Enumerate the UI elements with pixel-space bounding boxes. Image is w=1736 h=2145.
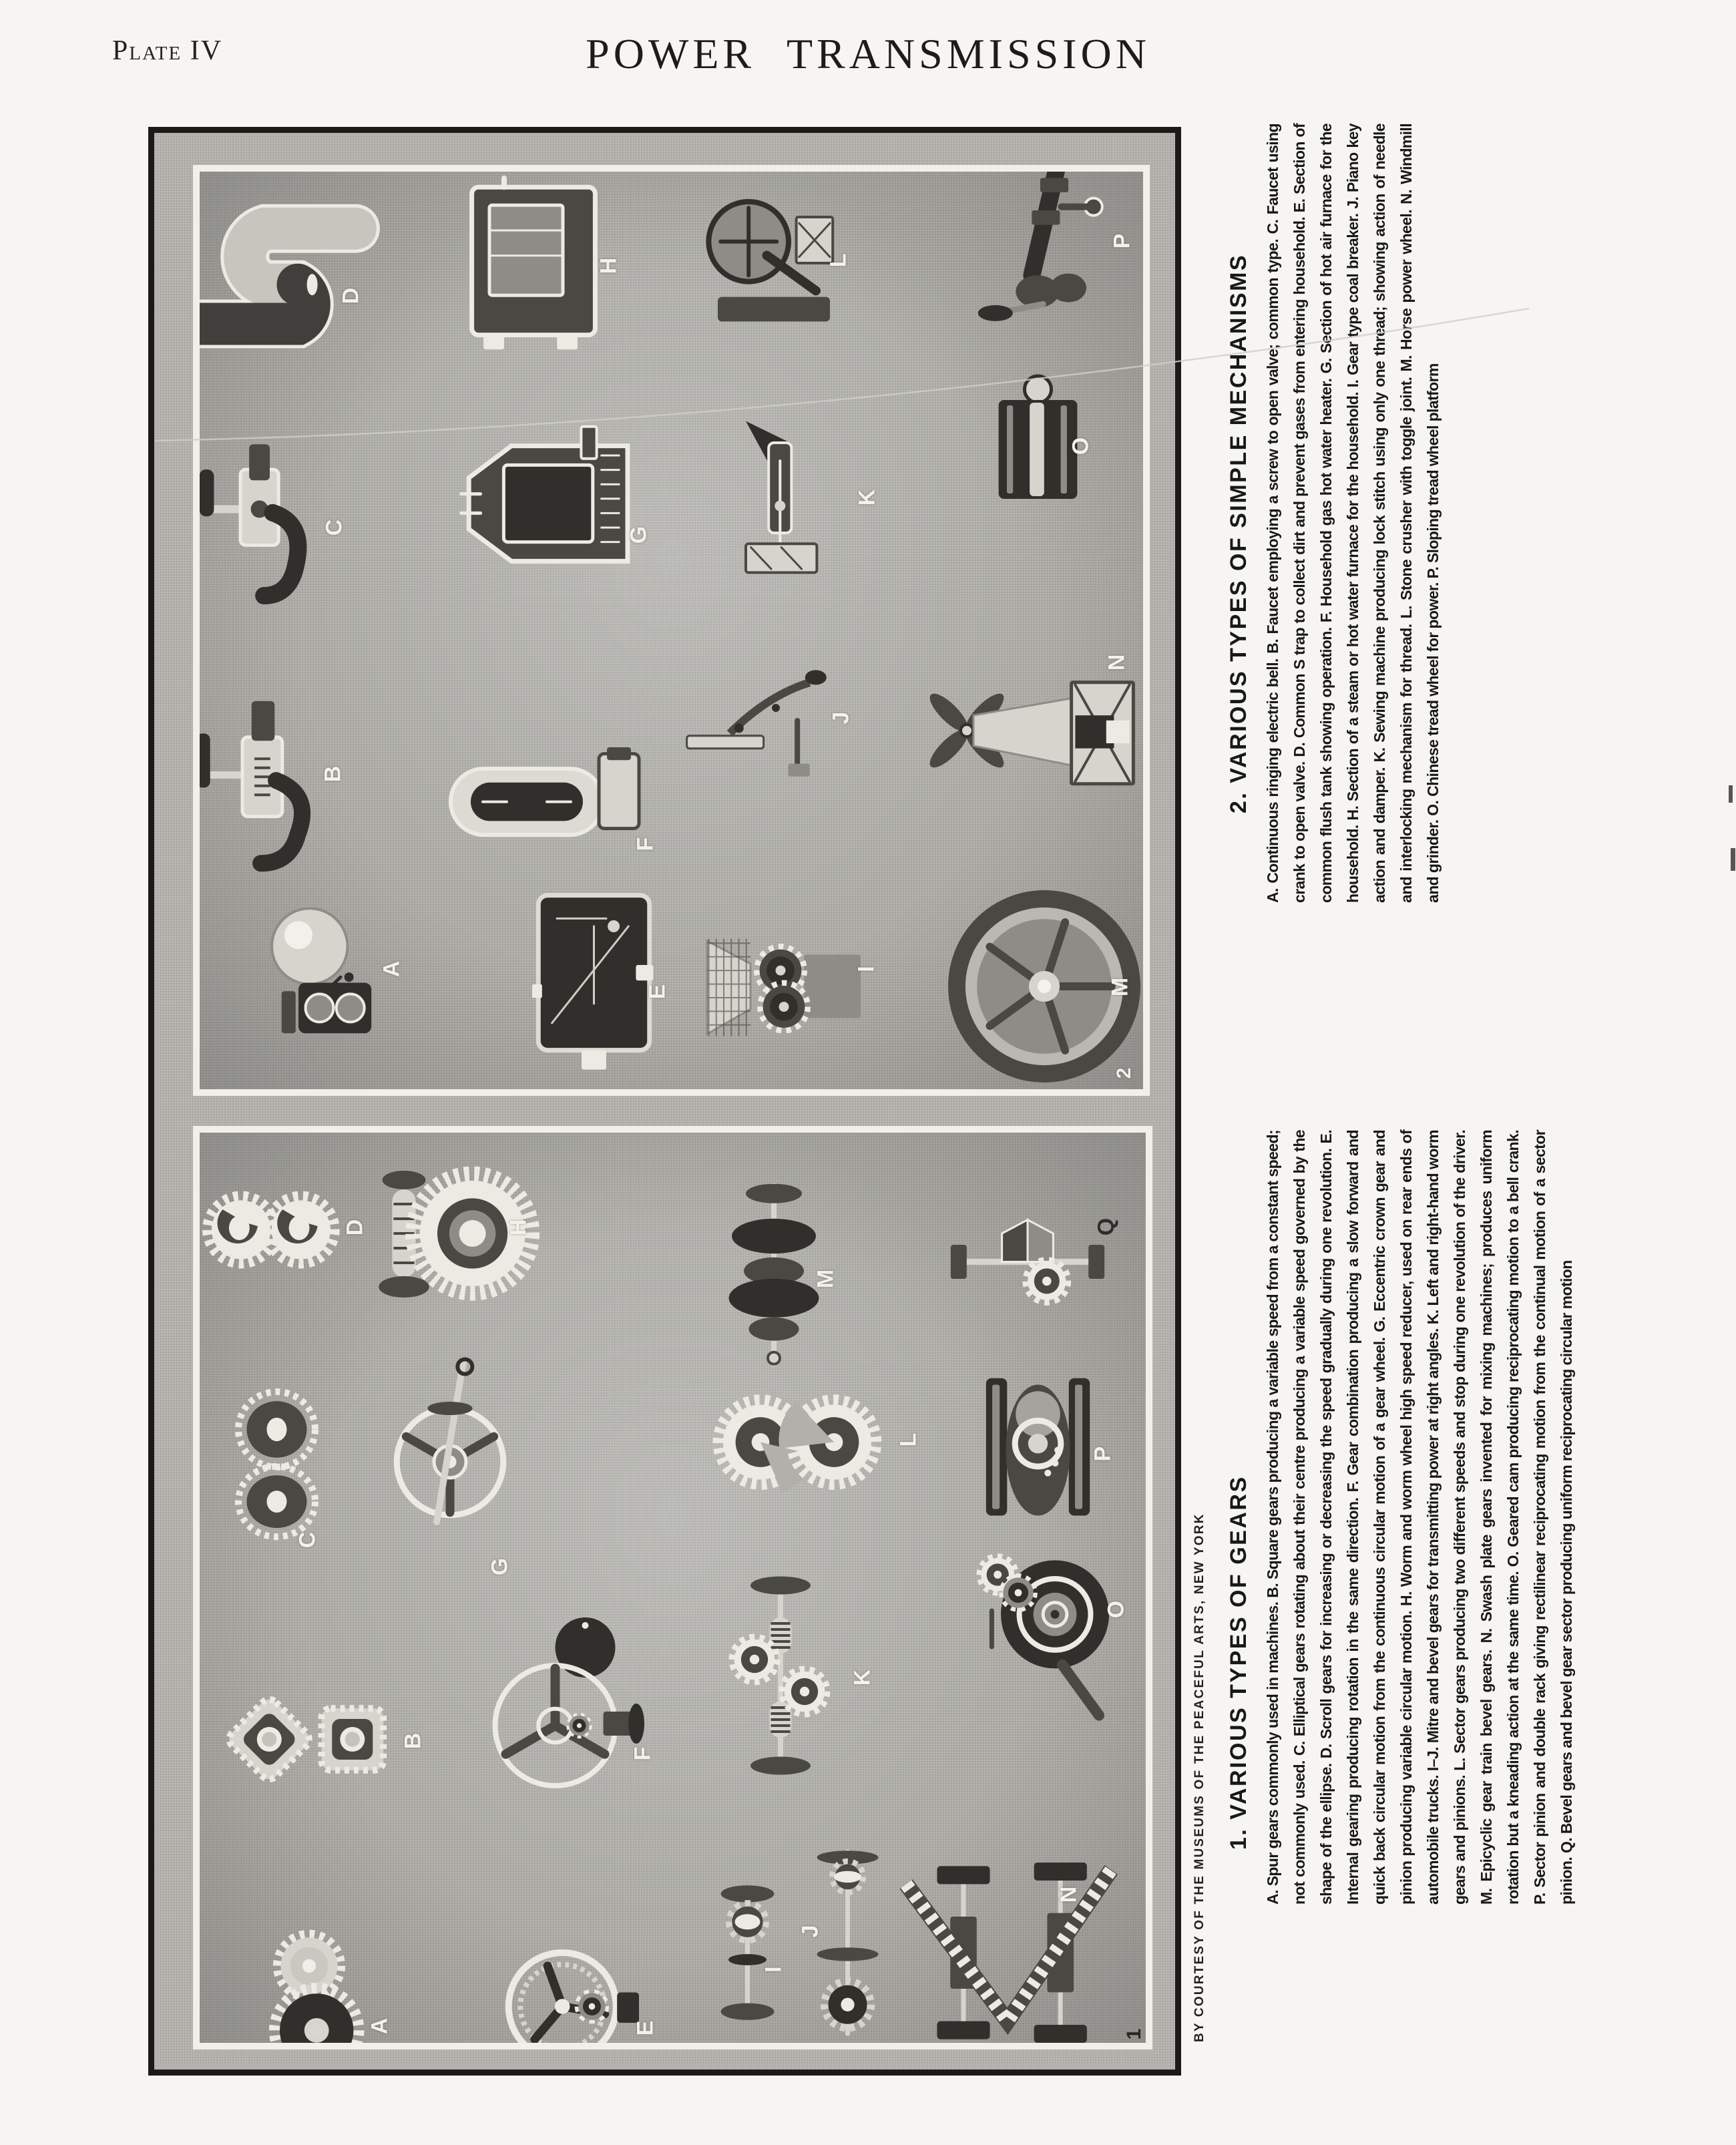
item-letter-label-P: P: [1090, 1446, 1116, 1462]
mechanism-photo-sector-gears: [717, 1394, 884, 1491]
square-gears-illustration: [225, 1698, 402, 1781]
mitre-gear-shaft-illustration: [716, 1883, 779, 2023]
panel-number-1: 1: [1123, 2028, 1145, 2040]
internal-gearing-illustration: [502, 1948, 639, 2050]
mechanism-photo-windmill-and-grinder: [947, 667, 1141, 794]
item-letter-label-H: H: [505, 1219, 531, 1236]
mechanism-photo-scroll-gears: [200, 1191, 353, 1268]
item-letter-label-B: B: [400, 1732, 426, 1750]
geared-cam-bell-crank-illustration: [974, 1539, 1121, 1719]
item-letter-label-L: L: [895, 1432, 921, 1447]
mechanism-photo-swash-plate-gears: [897, 1863, 1118, 2043]
worm-gears-and-pinions-illustration: [730, 1575, 831, 1776]
mechanism-photo-flush-tank-section: [532, 888, 656, 1081]
item-letter-label-N: N: [1104, 654, 1130, 671]
item-letter-label-O: O: [1103, 1600, 1129, 1619]
photo-panel-gears: [193, 1126, 1152, 2050]
common-s-trap-illustration: [193, 198, 370, 338]
gas-hot-water-heater-illustration: [447, 747, 647, 854]
mechanism-photo-worm-gears-and-pinions: [730, 1575, 831, 1776]
mechanism-photo-sector-pinion-double-rack: [976, 1368, 1100, 1532]
eccentric-crown-gear-illustration: [380, 1358, 520, 1525]
mechanism-photo-continuous-ringing-electric-bell: [256, 904, 397, 1044]
piano-key-action-damper-illustration: [684, 657, 837, 784]
mechanism-photo-sloping-tread-wheel-platform: [984, 165, 1124, 337]
scroll-gears-illustration: [200, 1191, 353, 1268]
item-letter-label-C: C: [321, 519, 347, 536]
mechanism-photo-epicyclic-gear-train: [724, 1178, 824, 1372]
item-letter-label-B: B: [320, 765, 346, 783]
sector-pinion-double-rack-illustration: [976, 1368, 1100, 1532]
item-letter-label-O: O: [1068, 437, 1094, 455]
item-letter-label-E: E: [644, 984, 670, 1000]
worm-and-worm-wheel-illustration: [350, 1167, 530, 1300]
mechanism-photo-gear-combination: [492, 1615, 642, 1816]
mechanism-photo-stone-crusher-toggle-joint: [704, 186, 844, 340]
mechanism-photo-internal-gearing: [502, 1948, 639, 2050]
item-letter-label-F: F: [630, 1746, 656, 1761]
mechanism-photo-hot-air-furnace-section: [453, 423, 647, 584]
mechanism-photo-bevel-gear-shaft: [809, 1846, 886, 2039]
mechanism-photo-square-gears: [225, 1698, 402, 1781]
epicyclic-gear-train-illustration: [724, 1178, 824, 1372]
item-letter-label-A: A: [379, 960, 405, 978]
mechanism-photo-faucet-screw-type: [196, 694, 350, 874]
section-caption-simple-mechanisms: A. Continuous ringing electric bell. B. Faucet employing a screw to open valve; common type. C. Faucet using crank to open valve. D. Common S trap to collect dirt and prevent gases from entering household. E. Section of common flush tank showing operation. F. Household gas hot water heater. G. Section of hot air furnace for the household. H. Section of a steam or hot water furnace for the household. I. Gear type coal breaker. J. Piano key action and damper. K. Sewing machine producing lock stitch using only one thread; showing action of needle and interlocking mechanism for thread. L. Stone crusher with toggle joint. M. Horse power wheel. N. Windmill and grinder. O. Chinese tread wheel for power. P. Sloping tread wheel platform: [1264, 124, 1442, 903]
swash-plate-gears-illustration: [897, 1863, 1118, 2043]
item-letter-label-J: J: [797, 1925, 823, 1938]
mechanism-photo-gear-type-coal-breaker: [700, 930, 867, 1043]
mechanism-photo-piano-key-action-damper: [684, 657, 837, 784]
item-letter-label-L: L: [825, 253, 851, 268]
mechanism-photo-mitre-gear-shaft: [716, 1883, 779, 2023]
mechanism-photo-steam-hot-water-furnace-section: [460, 176, 607, 357]
item-letter-label-K: K: [854, 489, 880, 506]
mechanism-photo-common-s-trap: [193, 198, 370, 338]
page-title: POWER TRANSMISSION: [586, 30, 1150, 77]
plate-mount: [148, 127, 1181, 2076]
item-letter-label-M: M: [813, 1269, 839, 1289]
item-letter-label-G: G: [626, 526, 652, 544]
section-heading-simple-mechanisms: 2. VARIOUS TYPES OF SIMPLE MECHANISMS: [1226, 253, 1251, 813]
item-letter-label-Q: Q: [1093, 1217, 1119, 1236]
mechanism-photo-spur-gears: [261, 1926, 368, 2050]
item-letter-label-G: G: [487, 1557, 513, 1576]
windmill-and-grinder-illustration: [947, 667, 1141, 794]
item-letter-label-J: J: [828, 711, 854, 725]
item-letter-label-I: I: [761, 1966, 787, 1973]
item-letter-label-E: E: [632, 2020, 658, 2036]
flush-tank-section-illustration: [532, 888, 656, 1081]
courtesy-credit-line: BY COURTESY OF THE MUSEUMS OF THE PEACEFUL ARTS, NEW YORK: [1192, 1513, 1207, 2042]
item-letter-label-F: F: [632, 837, 658, 851]
scan-edge-speck: [1729, 785, 1733, 803]
spur-gears-illustration: [261, 1926, 368, 2050]
mechanism-photo-gas-hot-water-heater: [447, 747, 647, 854]
item-letter-label-A: A: [367, 2017, 393, 2035]
mechanism-photo-bevel-gear-sector: [947, 1199, 1108, 1313]
item-letter-label-I: I: [853, 966, 879, 972]
mechanism-photo-eccentric-crown-gear: [380, 1358, 520, 1525]
bevel-gear-shaft-illustration: [809, 1846, 886, 2039]
item-letter-label-D: D: [342, 1219, 368, 1236]
item-letter-label-N: N: [1056, 1886, 1082, 1903]
section-caption-gears: A. Spur gears commonly used in machines. B. Square gears producing a variable speed from a constant speed; not commonly used. C. Elliptical gears rotating about their centre producing a variable speed governed by the shape of the ellipse. D. Scroll gears for increasing or decreasing the speed gradually during one revolution. E. Internal gearing producing rotation in the same direction. F. Gear combination producing a slow forward and quick back circular motion from the continuous circular motion of a gear wheel. G. Eccentric crown gear and pinion producing variable circular motion. H. Worm and worm wheel high speed reducer, used on rear ends of automobile trucks. I–J. Mitre and bevel gears for transmitting power at right angles. K. Left and right-hand worm gears and pinions. L. Sector gears producing two different speeds and stop during one revolution of the driver. M. Epicyclic gear train bevel gears. N. Swash plate gears invented for mixing machines; produces uniform rotation but a kneading action at the same time. O. Geared cam producing reciprocating motion to a bell crank. P. Sector pinion and double rack giving rectilinear reciprocating motion from the continual motion of a sector pinion. Q. Bevel gears and bevel gear sector producing uniform reciprocating circular motion: [1264, 1130, 1575, 1905]
photo-panel-simple-mechanisms: [193, 165, 1150, 1096]
sloping-tread-wheel-platform-illustration: [984, 165, 1124, 337]
continuous-ringing-electric-bell-illustration: [256, 904, 397, 1044]
gear-type-coal-breaker-illustration: [700, 930, 867, 1043]
item-letter-label-M: M: [1107, 977, 1133, 997]
elliptical-gears-illustration: [235, 1387, 318, 1544]
plate-number-label: Plate IV: [112, 35, 223, 66]
panel-number-2: 2: [1113, 1067, 1135, 1079]
scan-edge-speck: [1731, 848, 1735, 871]
section-heading-gears: 1. VARIOUS TYPES OF GEARS: [1226, 1475, 1251, 1850]
item-letter-label-P: P: [1109, 233, 1135, 249]
mechanism-photo-elliptical-gears: [235, 1387, 318, 1544]
faucet-screw-type-illustration: [196, 694, 350, 874]
item-letter-label-C: C: [294, 1531, 320, 1549]
bevel-gear-sector-illustration: [947, 1199, 1108, 1313]
stone-crusher-toggle-joint-illustration: [704, 186, 844, 340]
item-letter-label-H: H: [596, 257, 622, 274]
steam-hot-water-furnace-section-illustration: [460, 176, 607, 357]
gear-combination-illustration: [492, 1615, 642, 1816]
item-letter-label-K: K: [849, 1669, 875, 1686]
mechanism-photo-geared-cam-bell-crank: [974, 1539, 1121, 1719]
item-letter-label-D: D: [338, 287, 364, 305]
sector-gears-illustration: [717, 1394, 884, 1491]
hot-air-furnace-section-illustration: [453, 423, 647, 584]
sewing-machine-lock-stitch-illustration: [720, 407, 847, 587]
mechanism-photo-worm-and-worm-wheel: [350, 1167, 530, 1300]
mechanism-photo-sewing-machine-lock-stitch: [720, 407, 847, 587]
